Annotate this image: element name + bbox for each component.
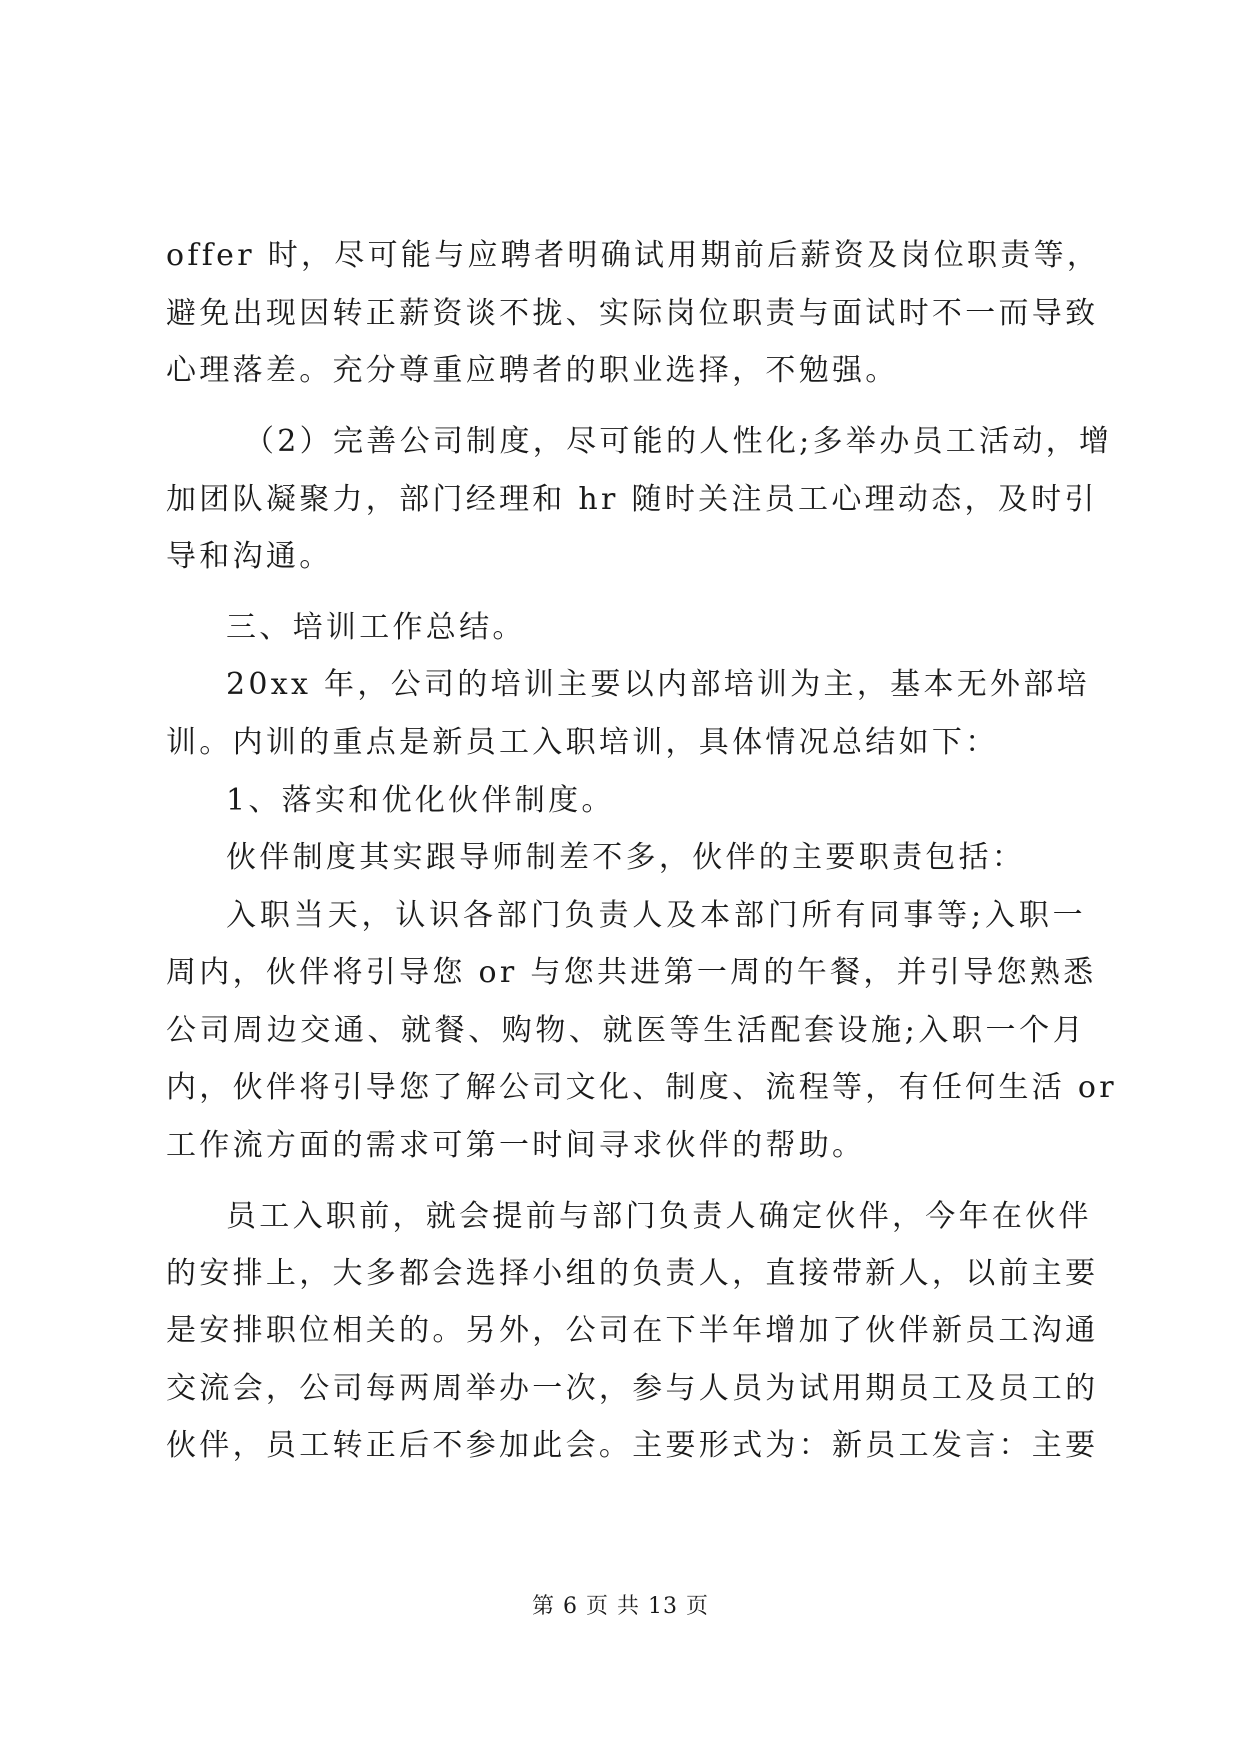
page-number: 第 6 页 共 13 页 xyxy=(532,1594,709,1619)
text-line: 心理落差。充分尊重应聘者的职业选择，不勉强。 xyxy=(166,353,899,388)
text-line: 内，伙伴将引导您了解公司文化、制度、流程等，有任何生活 or xyxy=(166,1070,1117,1105)
text-line: 伙伴，员工转正后不参加此会。主要形式为：新员工发言：主要 xyxy=(166,1428,1099,1463)
text-line: 导和沟通。 xyxy=(166,539,333,574)
subsection-heading: 1、落实和优化伙伴制度。 xyxy=(226,783,615,818)
text-line: （2）完善公司制度，尽可能的人性化;多举办员工活动，增 xyxy=(244,424,1113,459)
text-line: 周内，伙伴将引导您 or 与您共进第一周的午餐，并引导您熟悉 xyxy=(166,955,1097,990)
text-line: 入职当天，认识各部门负责人及本部门所有同事等;入职一 xyxy=(226,898,1086,933)
text-line: offer 时，尽可能与应聘者明确试用期前后薪资及岗位职责等， xyxy=(166,238,1101,273)
text-line: 是安排职位相关的。另外，公司在下半年增加了伙伴新员工沟通 xyxy=(166,1313,1099,1348)
text-line: 加团队凝聚力，部门经理和 hr 随时关注员工心理动态，及时引 xyxy=(166,482,1098,517)
text-line: 公司周边交通、就餐、购物、就医等生活配套设施;入职一个月 xyxy=(166,1013,1086,1048)
text-line: 的安排上，大多都会选择小组的负责人，直接带新人，以前主要 xyxy=(166,1256,1099,1291)
text-line: 工作流方面的需求可第一时间寻求伙伴的帮助。 xyxy=(166,1128,866,1163)
text-line: 员工入职前，就会提前与部门负责人确定伙伴，今年在伙伴 xyxy=(226,1199,1092,1234)
text-line: 避免出现因转正薪资谈不拢、实际岗位职责与面试时不一而导致 xyxy=(166,296,1099,331)
text-line: 伙伴制度其实跟导师制差不多，伙伴的主要职责包括： xyxy=(226,840,1026,875)
text-line: 训。内训的重点是新员工入职培训，具体情况总结如下： xyxy=(166,725,999,760)
text-line: 20xx 年，公司的培训主要以内部培训为主，基本无外部培 xyxy=(226,667,1090,702)
section-heading: 三、培训工作总结。 xyxy=(226,610,526,645)
text-line: 交流会，公司每两周举办一次，参与人员为试用期员工及员工的 xyxy=(166,1371,1099,1406)
